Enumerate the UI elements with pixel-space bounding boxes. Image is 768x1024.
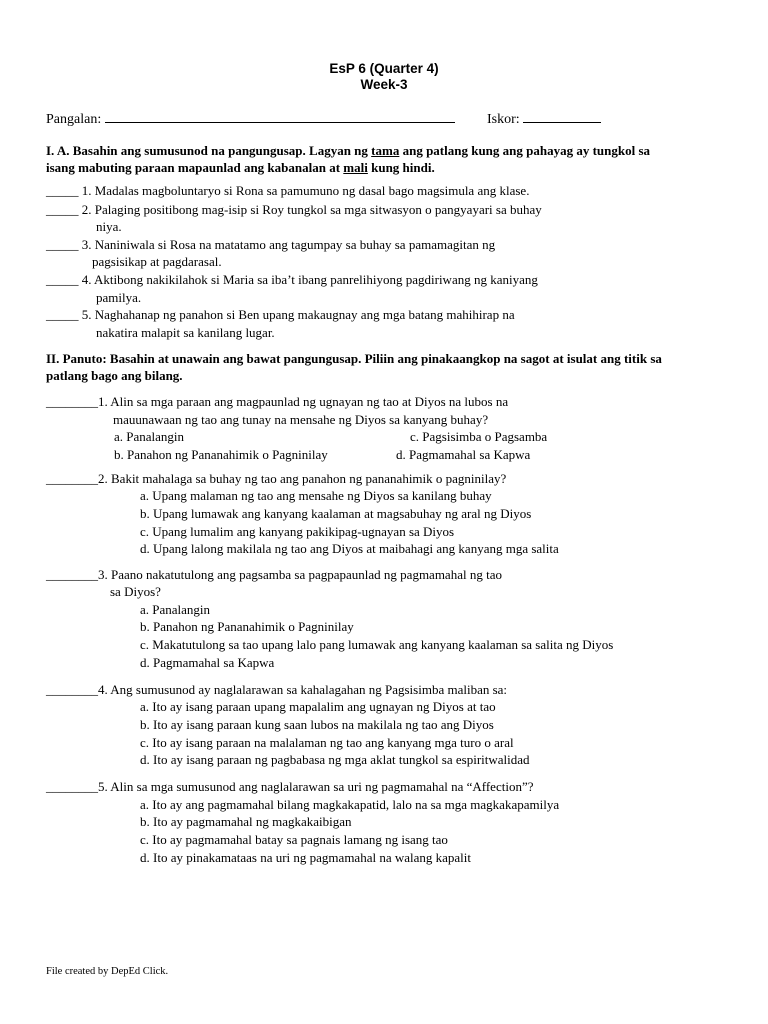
answer-blank[interactable]: _____: [46, 183, 79, 198]
question-2-choice-d: d. Upang lalong makilala ng tao ang Diyos at maibahagi ang kanyang mga salita: [140, 541, 559, 556]
part1-item-3: _____ 3. Naniniwala si Rosa na matatamo ang tagumpay sa buhay sa pamamagitan ng: [46, 237, 496, 252]
answer-blank[interactable]: ________: [46, 471, 98, 486]
name-blank[interactable]: [105, 110, 455, 123]
question-3-choice-b: b. Panahon ng Pananahimik o Pagninilay: [140, 619, 354, 634]
part1-item-2-continuation: niya.: [96, 219, 122, 234]
answer-blank[interactable]: _____: [46, 272, 79, 287]
answer-blank[interactable]: _____: [46, 202, 79, 217]
score-label: Iskor:: [487, 112, 520, 127]
part1-item-5: _____ 5. Naghahanap ng panahon si Ben upang makaugnay ang mga batang mahihirap na: [46, 307, 515, 322]
answer-blank[interactable]: ________: [46, 567, 98, 582]
answer-blank[interactable]: ________: [46, 394, 98, 409]
worksheet-title: EsP 6 (Quarter 4): [329, 61, 439, 76]
footer-credit: File created by DepEd Click.: [46, 966, 169, 977]
answer-blank[interactable]: ________: [46, 682, 98, 697]
part1-instructions-line1: I. A. Basahin ang sumusunod na pangungusap. Lagyan ng tama ang patlang kung ang pahayag ay tungkol sa: [46, 143, 651, 158]
question-4-choice-b: b. Ito ay isang paraan kung saan lubos na makilala ng tao ang Diyos: [140, 717, 494, 732]
name-label: Pangalan:: [46, 112, 102, 127]
question-1-continuation: mauunawaan ng tao ang tunay na mensahe ng Diyos sa kanyang buhay?: [113, 412, 489, 427]
question-1-choice-a: a. Panalangin: [114, 429, 185, 444]
question-5-choice-a: a. Ito ay ang pagmamahal bilang magkakapatid, lalo na sa mga magkakapamilya: [140, 797, 560, 812]
question-1-choice-b: b. Panahon ng Pananahimik o Pagninilay: [114, 447, 328, 462]
question-5-choice-d: d. Ito ay pinakamataas na uri ng pagmamahal na walang kapalit: [140, 850, 472, 865]
worksheet-subtitle: Week-3: [360, 77, 408, 92]
part1-item-2: _____ 2. Palaging positibong mag-isip si Roy tungkol sa mga sitwasyon o pangyayari sa buhay: [46, 202, 542, 217]
question-3-continuation: sa Diyos?: [110, 584, 161, 599]
question-5-choice-b: b. Ito ay pagmamahal ng magkakaibigan: [140, 814, 352, 829]
part1-item-1: _____ 1. Madalas magboluntaryo si Rona sa pamumuno ng dasal bago magsimula ang klase.: [46, 183, 530, 198]
part1-item-3-continuation: pagsisikap at pagdarasal.: [92, 254, 222, 269]
question-2-choice-c: c. Upang lumalim ang kanyang pakikipag-ugnayan sa Diyos: [140, 524, 455, 539]
word-tama: tama: [371, 143, 400, 158]
question-1-choice-c: c. Pagsisimba o Pagsamba: [410, 429, 548, 444]
part1-item-4-continuation: pamilya.: [96, 290, 142, 305]
part1-instructions-line2: isang mabuting paraan mapaunlad ang kabanalan at mali kung hindi.: [46, 160, 435, 175]
question-3-choice-a: a. Panalangin: [140, 602, 211, 617]
score-field-row: [487, 110, 601, 128]
question-3-choice-c: c. Makatutulong sa tao upang lalo pang lumawak ang kanyang kaalaman sa salita ng Diyos: [140, 637, 614, 652]
part1-item-4: _____ 4. Aktibong nakikilahok si Maria sa iba’t ibang panrelihiyong pagdiriwang ng kaniyang: [46, 272, 538, 287]
question-4: ________4. Ang sumusunod ay naglalarawan sa kahalagahan ng Pagsisimba maliban sa:: [46, 682, 508, 697]
part1-item-5-continuation: nakatira malapit sa kanilang lugar.: [96, 325, 275, 340]
answer-blank[interactable]: _____: [46, 307, 79, 322]
question-1-choice-d: d. Pagmamahal sa Kapwa: [396, 447, 531, 462]
score-blank[interactable]: [523, 110, 601, 123]
question-1: ________1. Alin sa mga paraan ang magpaunlad ng ugnayan ng tao at Diyos na lubos na: [46, 394, 509, 409]
question-2-choice-b: b. Upang lumawak ang kanyang kaalaman at magsabuhay ng aral ng Diyos: [140, 506, 532, 521]
question-4-choice-d: d. Ito ay isang paraan ng pagbabasa ng mga aklat tungkol sa espiritwalidad: [140, 752, 530, 767]
question-4-choice-a: a. Ito ay isang paraan upang mapalalim ang ugnayan ng Diyos at tao: [140, 699, 496, 714]
question-2-choice-a: a. Upang malaman ng tao ang mensahe ng Diyos sa kanilang buhay: [140, 488, 492, 503]
word-mali: mali: [343, 160, 368, 175]
answer-blank[interactable]: ________: [46, 779, 98, 794]
part2-instructions-line1: II. Panuto: Basahin at unawain ang bawat pangungusap. Piliin ang pinakaangkop na sagot at isulat ang titik sa: [46, 351, 662, 366]
answer-blank[interactable]: _____: [46, 237, 79, 252]
part2-instructions: [46, 350, 736, 384]
question-3-choice-d: d. Pagmamahal sa Kapwa: [140, 655, 275, 670]
question-2: ________2. Bakit mahalaga sa buhay ng tao ang panahon ng pananahimik o pagninilay?: [46, 471, 507, 486]
question-4-choice-c: c. Ito ay isang paraan na malalaman ng tao ang kanyang mga turo o aral: [140, 735, 514, 750]
name-field-row: [46, 110, 455, 128]
part1-instructions: [46, 142, 736, 176]
question-5: ________5. Alin sa mga sumusunod ang naglalarawan sa uri ng pagmamahal na “Affection”?: [46, 779, 534, 794]
part2-instructions-line2: patlang bago ang bilang.: [46, 368, 183, 383]
question-5-choice-c: c. Ito ay pagmamahal batay sa pagnais lamang ng isang tao: [140, 832, 448, 847]
question-3: ________3. Paano nakatutulong ang pagsamba sa pagpapaunlad ng pagmamahal ng tao: [46, 567, 502, 582]
